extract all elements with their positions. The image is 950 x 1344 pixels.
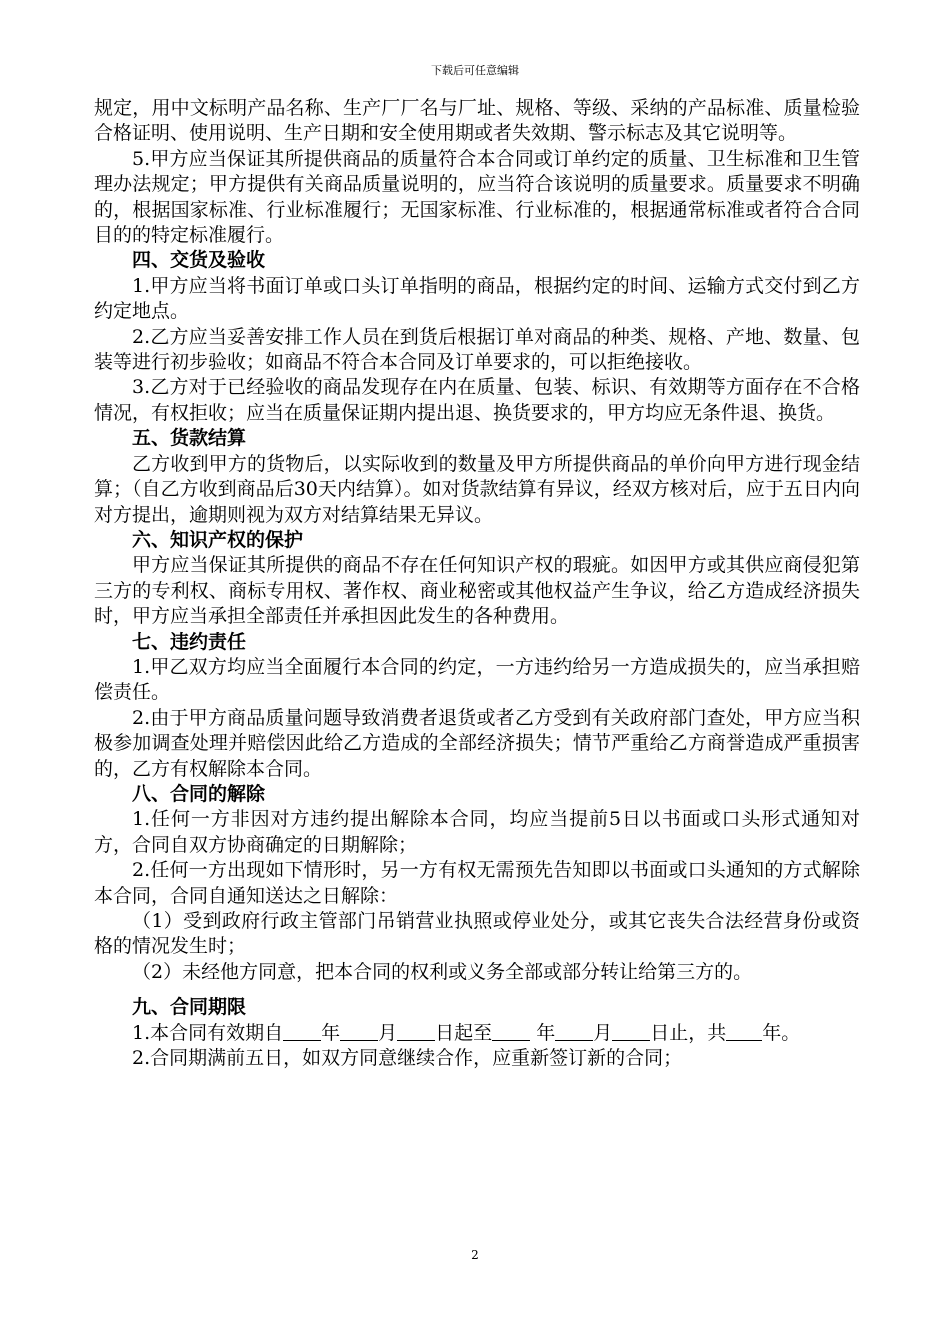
term-text: 年 xyxy=(321,1021,341,1044)
paragraph: 1.任何一方非因对方违约提出解除本合同，均应当提前5日以书面或口头形式通知对方，合同自双方协商确定的日期解除； xyxy=(94,808,860,856)
blank-start-month xyxy=(340,1022,378,1041)
blank-end-year xyxy=(492,1022,530,1041)
page-number: 2 xyxy=(471,1248,479,1262)
paragraph: 2.由于甲方商品质量问题导致消费者退货或者乙方受到有关政府部门查处，甲方应当积极参加调查处理并赔偿因此给乙方造成的全部经济损失；情节严重给乙方商誉造成严重损害的，乙方有权解除本合同。 xyxy=(94,706,860,780)
blank-end-month xyxy=(555,1022,593,1041)
term-text: 1.本合同有效期自 xyxy=(132,1021,284,1044)
section-heading-4: 四、交货及验收 xyxy=(132,249,266,272)
document-body xyxy=(94,96,860,1071)
paragraph: 2.任何一方出现如下情形时，另一方有权无需预先告知即以书面或口头通知的方式解除本合同，合同自通知送达之日解除： xyxy=(94,859,860,907)
paragraph: 1.甲乙双方均应当全面履行本合同的约定，一方违约给另一方造成损失的，应当承担赔偿责任。 xyxy=(94,655,860,704)
paragraph: （2）未经他方同意，把本合同的权利或义务全部或部分转让给第三方的。 xyxy=(132,960,753,983)
blank-start-day xyxy=(397,1022,435,1041)
paragraph: （1）受到政府行政主管部门吊销营业执照或停业处分，或其它丧失合法经营身份或资格的情况发生时； xyxy=(94,910,860,958)
paragraph: 1.甲方应当将书面订单或口头订单指明的商品，根据约定的时间、运输方式交付到乙方约定地点。 xyxy=(94,274,860,323)
blank-start-year xyxy=(283,1022,321,1041)
term-text: 日止，共 xyxy=(650,1021,727,1044)
paragraph: 甲方应当保证其所提供的商品不存在任何知识产权的瑕疵。如因甲方或其供应商侵犯第三方的专利权、商标专用权、著作权、商业秘密或其他权益产生争议，给乙方造成经济损失时，甲方应当承担全部责任并承担因此发生的各种费用。 xyxy=(94,554,860,628)
section-heading-5: 五、货款结算 xyxy=(132,427,247,450)
paragraph: 3.乙方对于已经验收的商品发现存在内在质量、包装、标识、有效期等方面存在不合格情况，有权拒收；应当在质量保证期内提出退、换货要求的，甲方均应无条件退、换货。 xyxy=(94,376,860,424)
blank-total-years xyxy=(726,1022,762,1041)
section-heading-9: 九、合同期限 xyxy=(132,996,247,1019)
contract-term-paragraph xyxy=(94,1021,860,1046)
term-text: 年 xyxy=(536,1021,556,1044)
term-text: 日起至 xyxy=(435,1021,493,1044)
section-heading-6: 六、知识产权的保护 xyxy=(132,528,304,551)
paragraph: 规定，用中文标明产品名称、生产厂厂名与厂址、规格、等级、采纳的产品标准、质量检验合格证明、使用说明、生产日期和安全使用期或者失效期、警示标志及其它说明等。 xyxy=(94,97,860,145)
section-heading-8: 八、合同的解除 xyxy=(132,782,266,805)
term-text: 月 xyxy=(593,1021,613,1044)
section-heading-7: 七、违约责任 xyxy=(132,630,247,653)
page-header: 下载后可任意编辑 xyxy=(431,64,519,77)
paragraph: 乙方收到甲方的货物后，以实际收到的数量及甲方所提供商品的单价向甲方进行现金结算；（自乙方收到商品后30天内结算）。如对货款结算有异议，经双方核对后，应于五日内向对方提出，逾期则视为双方对结算结果无异议。 xyxy=(94,452,860,526)
paragraph: 2.乙方应当妥善安排工作人员在到货后根据订单对商品的种类、规格、产地、数量、包装等进行初步验收；如商品不符合本合同及订单要求的，可以拒绝接收。 xyxy=(94,325,860,374)
paragraph: 5.甲方应当保证其所提供商品的质量符合本合同或订单约定的质量、卫生标准和卫生管理办法规定；甲方提供有关商品质量说明的，应当符合该说明的质量要求。质量要求不明确的，根据国家标准、行业标准履行；无国家标准、行业标准的，根据通常标准或者符合合同目的的特定标准履行。 xyxy=(94,147,860,247)
term-text: 月 xyxy=(378,1021,398,1044)
blank-end-day xyxy=(612,1022,650,1041)
term-text: 年。 xyxy=(762,1021,801,1044)
paragraph: 2.合同期满前五日，如双方同意继续合作，应重新签订新的合同； xyxy=(132,1047,683,1070)
